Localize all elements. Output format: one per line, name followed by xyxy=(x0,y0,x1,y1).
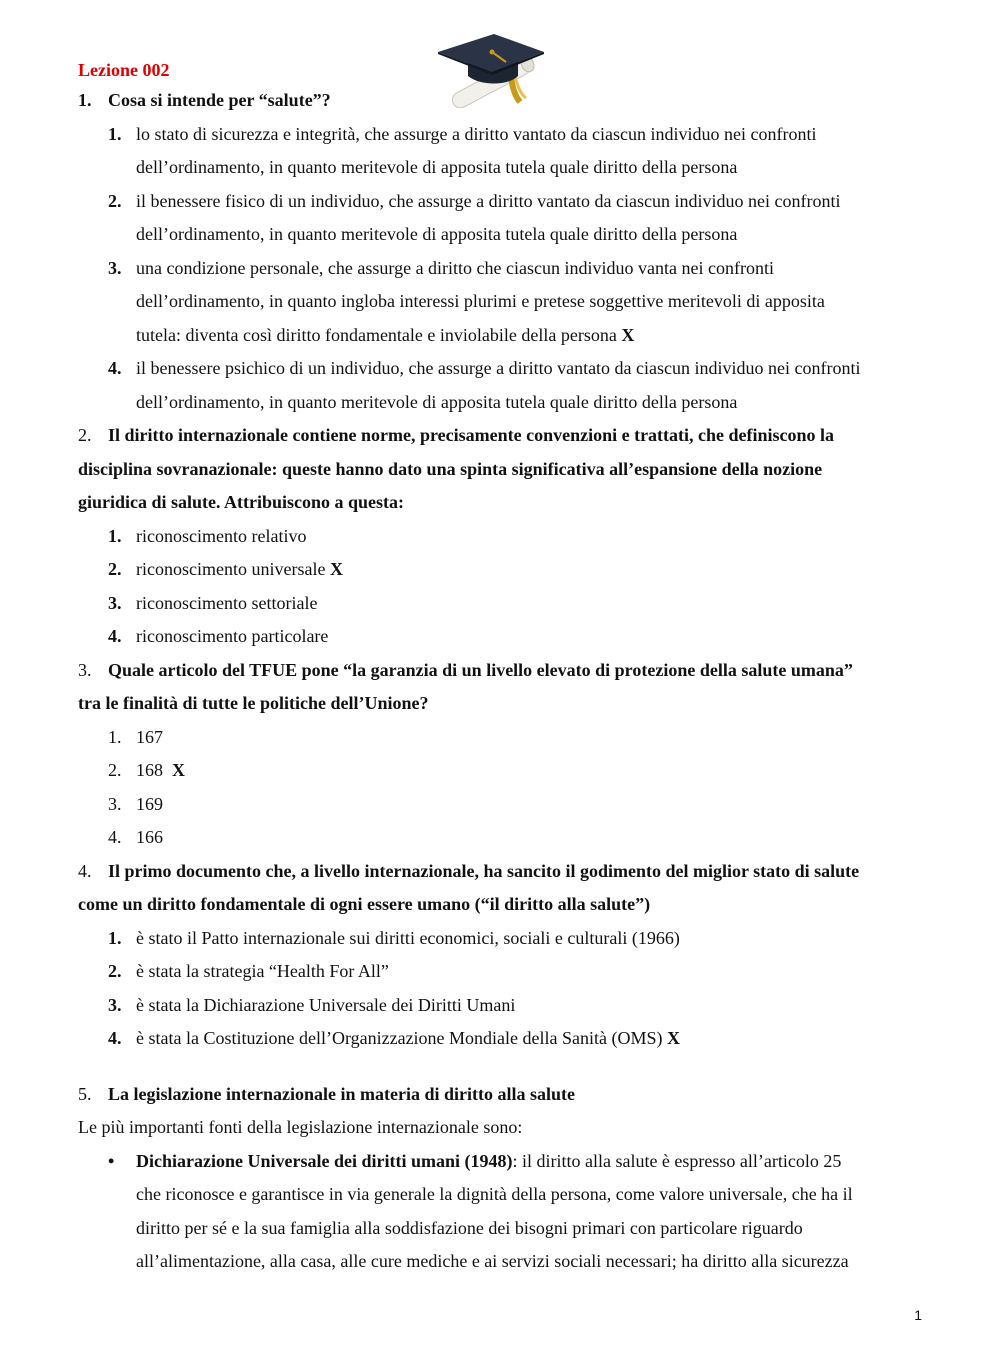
answer-option: 3. è stata la Dichiarazione Universale dei Diritti Umani xyxy=(108,994,516,1015)
page-number: 1 xyxy=(914,1307,922,1323)
answer-option: 2. riconoscimento universale X xyxy=(108,559,343,579)
answer-option: 1. lo stato di sicurezza e integrità, che assurge a diritto vantato da ciascun individuo nei confronti xyxy=(108,123,817,144)
answer-option: 2. il benessere fisico di un individuo, che assurge a diritto vantato da ciascun individuo nei confronti xyxy=(108,190,841,211)
question-text-line: giuridica di salute. Attribuiscono a questa: xyxy=(78,492,405,512)
correct-answer-mark: X xyxy=(172,760,185,780)
answer-option: 3. riconoscimento settoriale xyxy=(108,592,318,613)
answer-option: 4. 166 xyxy=(108,827,163,847)
bullet-icon: • xyxy=(108,1150,115,1171)
question-number: 3. xyxy=(78,659,92,680)
question-text: Il primo documento che, a livello internazionale, ha sancito il godimento del miglior stato di salute xyxy=(108,860,860,881)
answer-option: 2. è stata la strategia “Health For All” xyxy=(108,961,389,981)
correct-answer-mark: X xyxy=(667,1028,681,1048)
bullet-continuation: diritto per sé e la sua famiglia alla soddisfazione dei bisogni primari con particolare riguardo xyxy=(136,1217,803,1238)
question-4 xyxy=(78,855,920,889)
question-3 xyxy=(78,654,920,688)
spacer xyxy=(78,1056,920,1078)
answer-option: 4. riconoscimento particolare xyxy=(108,626,329,646)
answer-option: 1. è stato il Patto internazionale sui diritti economici, sociali e culturali (1966) xyxy=(108,927,680,948)
question-text-line: come un diritto fondamentale di ogni essere umano (“il diritto alla salute”) xyxy=(78,894,651,914)
answer-option: 1. 167 xyxy=(108,726,163,747)
answer-option: 4. il benessere psichico di un individuo, che assurge a diritto vantato da ciascun individuo nei confronti xyxy=(108,358,861,378)
question-text-line: tra le finalità di tutte le politiche dell’Unione? xyxy=(78,693,429,713)
question-2 xyxy=(78,419,920,453)
question-text-line: disciplina sovranazionale: queste hanno dato una spinta significativa all’espansione della nozione xyxy=(78,458,823,479)
bullet-item: • Dichiarazione Universale dei diritti umani (1948): il diritto alla salute è espresso all’articolo 25 xyxy=(78,1145,920,1179)
lesson-title: Lezione 002 xyxy=(78,60,170,80)
answer-continuation: dell’ordinamento, in quanto meritevole di apposita tutela quale diritto della persona xyxy=(136,224,738,244)
section-intro: Le più importanti fonti della legislazione internazionale sono: xyxy=(78,1117,523,1137)
question-1 xyxy=(78,84,920,118)
question-number: 2. xyxy=(78,425,92,445)
question-text: Quale articolo del TFUE pone “la garanzia di un livello elevato di protezione della salute umana” xyxy=(108,659,853,680)
correct-answer-mark: X xyxy=(621,324,635,345)
bullet-continuation: che riconosce e garantisce in via generale la dignità della persona, come valore universale, che ha il xyxy=(136,1184,853,1204)
answer-continuation: dell’ordinamento, in quanto meritevole di apposita tutela quale diritto della persona xyxy=(136,391,738,412)
bullet-continuation: all’alimentazione, alla casa, alle cure mediche e ai servizi sociali necessari; ha diritto alla sicurezza xyxy=(136,1251,849,1271)
answer-option: 2. 168 X xyxy=(108,760,185,780)
bullet-bold-title: Dichiarazione Universale dei diritti umani (1948) xyxy=(136,1150,513,1171)
answer-option: 4. è stata la Costituzione dell’Organizzazione Mondiale della Sanità (OMS) X xyxy=(108,1028,681,1048)
question-number: 1. xyxy=(78,90,92,110)
section-title: La legislazione internazionale in materia di diritto alla salute xyxy=(108,1083,575,1104)
correct-answer-mark: X xyxy=(329,559,343,579)
document-page xyxy=(78,56,920,1279)
answer-continuation: dell’ordinamento, in quanto ingloba interessi plurimi e pretese soggettive meritevoli di apposita xyxy=(136,291,825,311)
question-number: 4. xyxy=(78,860,92,881)
answer-continuation: tutela: diventa così diritto fondamentale e inviolabile della persona X xyxy=(136,324,635,345)
answer-option: 3. una condizione personale, che assurge a diritto che ciascun individuo vanta nei confronti xyxy=(108,257,774,278)
question-text: Il diritto internazionale contiene norme, precisamente convenzioni e trattati, che definiscono la xyxy=(108,425,835,445)
answer-option: 3. 169 xyxy=(108,793,163,814)
question-text: Cosa si intende per “salute”? xyxy=(108,90,331,110)
answer-option: 1. riconoscimento relativo xyxy=(108,525,307,546)
section-5-heading xyxy=(78,1078,920,1112)
answer-continuation: dell’ordinamento, in quanto meritevole di apposita tutela quale diritto della persona xyxy=(136,157,738,177)
section-number: 5. xyxy=(78,1083,92,1104)
